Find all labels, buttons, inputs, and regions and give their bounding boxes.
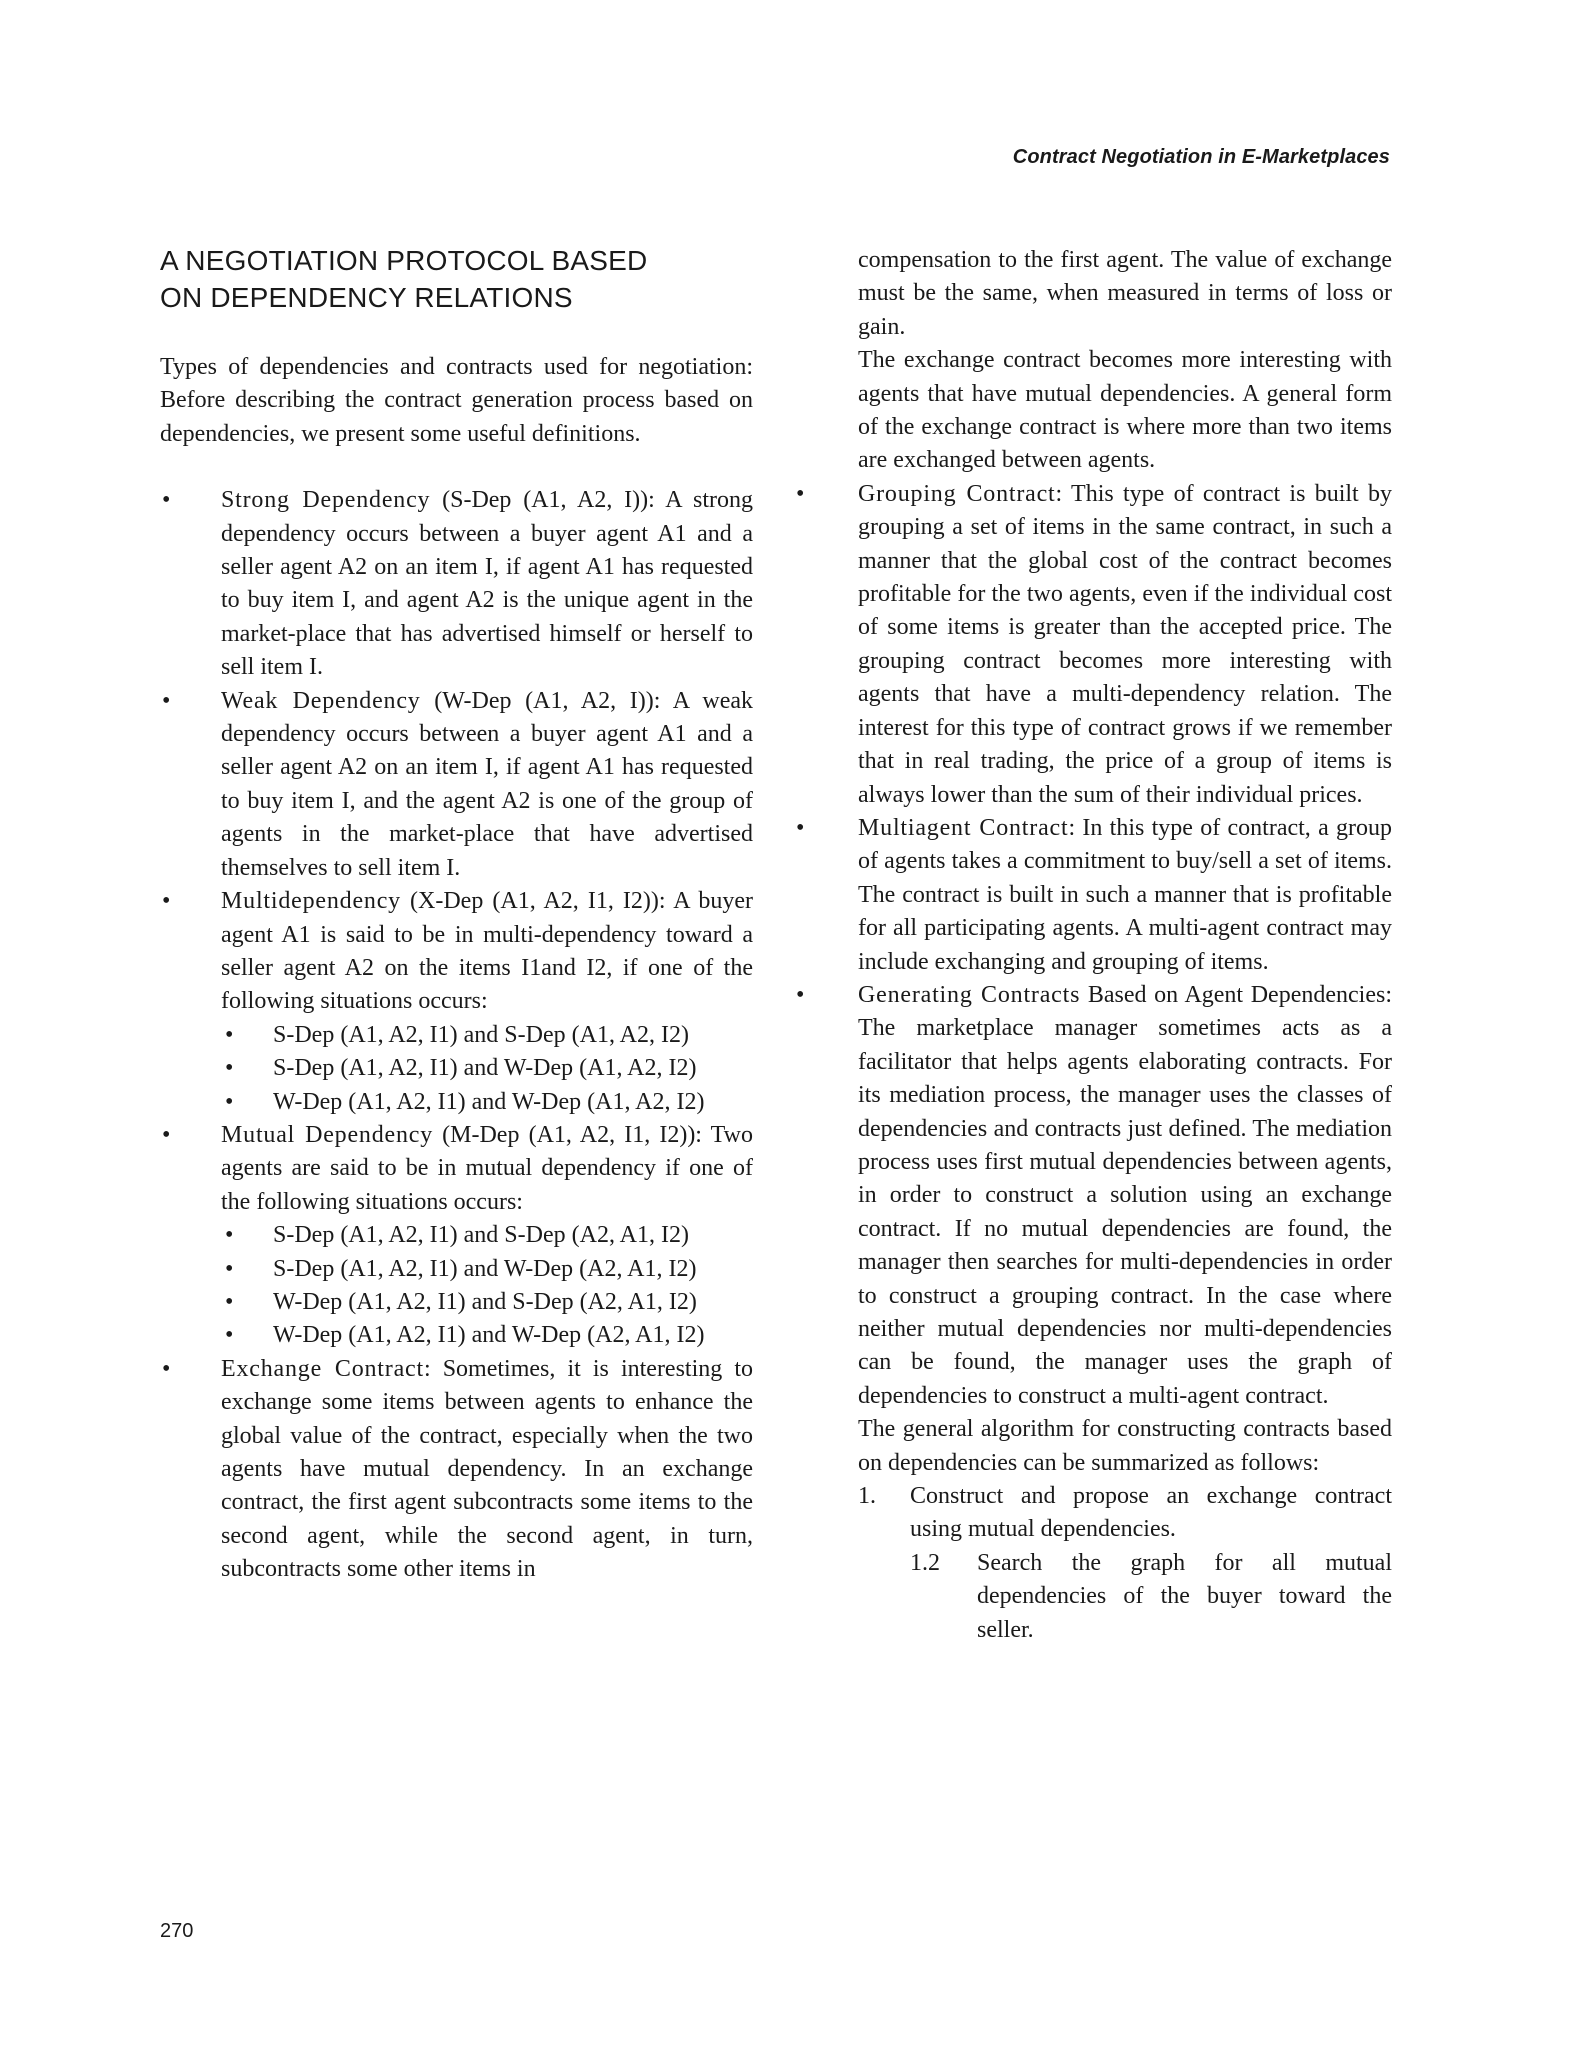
section-heading bbox=[160, 242, 753, 316]
strong-dependency-text: (S-Dep (A1, A2, I)): A strong dependency occurs between a buyer agent A1 and a seller agent A2 on an item I, if agent A1 has requested to buy item I, and agent A2 is the unique agent in the market-place that has advertised himself or herself to sell item I. bbox=[221, 487, 753, 681]
contract-definitions-list bbox=[858, 244, 1392, 1647]
grouping-contract-term: Grouping Contract bbox=[858, 480, 1056, 507]
section-heading-line1: A NEGOTIATION PROTOCOL BASED bbox=[160, 245, 648, 276]
mutual-dependency-case: • W-Dep (A1, A2, I1) and W-Dep (A2, A1, I2) bbox=[221, 1319, 753, 1352]
multiagent-contract-term: Multiagent Contract bbox=[858, 814, 1069, 841]
multidependency-case: • W-Dep (A1, A2, I1) and W-Dep (A1, A2, I2) bbox=[221, 1086, 753, 1119]
algorithm-step bbox=[858, 1480, 1392, 1647]
intro-paragraph: Types of dependencies and contracts used for negotiation: Before describing the contract generation process based on dependencies, we present some useful definitions. bbox=[160, 354, 753, 447]
exchange-contract-text: : Sometimes, it is interesting to exchange some items between agents to enhance the global value of the contract, especially when the two agents have mutual dependency. In an exchange contract, the first agent subcontracts some items to the second agent, while the second agent, in turn, subcontracts some other items in bbox=[221, 1355, 754, 1583]
dependency-definitions-list bbox=[160, 484, 753, 1586]
mutual-dependency-text: (M-Dep (A1, A2, I1, I2)): Two agents are said to be in mutual dependency if one of the following situations occurs: bbox=[221, 1121, 753, 1215]
strong-dependency-term: Strong Dependency bbox=[221, 487, 431, 514]
algorithm-substep-text: Search the graph for all mutual dependencies of the buyer toward the seller. bbox=[977, 1549, 1392, 1643]
mutual-dependency-case: • S-Dep (A1, A2, I1) and W-Dep (A2, A1, I2) bbox=[221, 1253, 753, 1286]
left-column bbox=[160, 242, 753, 1587]
exchange-contract-item bbox=[160, 1353, 753, 1587]
multidependency-case: • S-Dep (A1, A2, I1) and S-Dep (A1, A2, I2) bbox=[221, 1019, 753, 1052]
mutual-dependency-case: • W-Dep (A1, A2, I1) and S-Dep (A2, A1, I2) bbox=[221, 1286, 753, 1319]
generating-contracts-item bbox=[858, 979, 1392, 1647]
exchange-contract-continuation bbox=[858, 244, 1392, 478]
weak-dependency-text: (W-Dep (A1, A2, I)): A weak dependency occurs between a buyer agent A1 and a seller agent A2 on an item I, if agent A1 has requested to buy item I, and the agent A2 is one of the group of agents in the market-place that have advertised themselves to sell item I. bbox=[221, 687, 753, 881]
running-head: Contract Negotiation in E-Marketplaces bbox=[1012, 146, 1390, 168]
algorithm-substeps bbox=[910, 1547, 1392, 1647]
mutual-dependency-term: Mutual Dependency bbox=[221, 1121, 434, 1148]
right-column bbox=[858, 244, 1392, 1647]
multidependency-item bbox=[160, 885, 753, 1119]
multiagent-contract-item bbox=[858, 812, 1392, 979]
strong-dependency-item bbox=[160, 484, 753, 684]
algorithm-step-number: 1. bbox=[858, 1483, 876, 1510]
generating-contracts-term: Generating Contracts bbox=[858, 981, 1081, 1008]
grouping-contract-text: : This type of contract is built by grouping a set of items in the same contract, in such a manner that the global cost of the contract becomes profitable for the two agents, even if the individual cost of some items is greater than the accepted price. The grouping contract becomes more interesting with agents that have a multi-dependency relation. The interest for this type of contract grows if we remember that in real trading, the price of a group of items is always lower than the sum of their individual prices. bbox=[858, 480, 1392, 808]
exchange-contract-para2: The exchange contract becomes more interesting with agents that have mutual dependencies. A general form of the exchange contract is where more than two items are exchanged between agents. bbox=[858, 347, 1392, 474]
algorithm-steps bbox=[858, 1480, 1392, 1647]
section-heading-line2: ON DEPENDENCY RELATIONS bbox=[160, 282, 573, 313]
exchange-contract-cont-text: compensation to the first agent. The value of exchange must be the same, when measured in terms of loss or gain. bbox=[858, 247, 1392, 340]
multidependency-cases bbox=[221, 1019, 753, 1119]
grouping-contract-item bbox=[858, 478, 1392, 812]
algorithm-intro: The general algorithm for constructing contracts based on dependencies can be summarized as follows: bbox=[858, 1416, 1392, 1476]
mutual-dependency-case: • S-Dep (A1, A2, I1) and S-Dep (A2, A1, I2) bbox=[221, 1219, 753, 1252]
weak-dependency-item bbox=[160, 685, 753, 885]
multidependency-term: Multidependency bbox=[221, 888, 401, 915]
page-number: 270 bbox=[160, 1920, 194, 1942]
multiagent-contract-text: : In this type of contract, a group of agents takes a commitment to buy/sell a set of items. The contract is built in such a manner that is profitable for all participating agents. A multi-agent contract may include exchanging and grouping of items. bbox=[858, 814, 1392, 975]
mutual-dependency-item bbox=[160, 1119, 753, 1353]
mutual-dependency-cases bbox=[221, 1219, 753, 1353]
exchange-contract-term: Exchange Contract bbox=[221, 1355, 424, 1382]
algorithm-substep-number: 1.2 bbox=[910, 1549, 940, 1576]
weak-dependency-term: Weak Dependency bbox=[221, 687, 421, 714]
multidependency-text: (X-Dep (A1, A2, I1, I2)): A buyer agent A1 is said to be in multi-dependency toward a seller agent A2 on the items I1and I2, if one of the following situations occurs: bbox=[221, 888, 753, 1015]
algorithm-step-text: Construct and propose an exchange contract using mutual dependencies. bbox=[910, 1483, 1392, 1543]
multidependency-case: • S-Dep (A1, A2, I1) and W-Dep (A1, A2, I2) bbox=[221, 1052, 753, 1085]
generating-contracts-text: Based on Agent Dependencies: The marketplace manager sometimes acts as a facilitator that helps agents elaborating contracts. For its mediation process, the manager uses the classes of dependencies and contracts just defined. The mediation process uses first mutual dependencies between agents, in order to construct a solution using an exchange contract. If no mutual dependencies are found, the manager then searches for multi-dependencies in order to construct a grouping contract. In the case where neither mutual dependencies nor multi-dependencies can be found, the manager uses the graph of dependencies to construct a multi-agent contract. bbox=[858, 981, 1392, 1409]
algorithm-substep bbox=[910, 1547, 1392, 1647]
